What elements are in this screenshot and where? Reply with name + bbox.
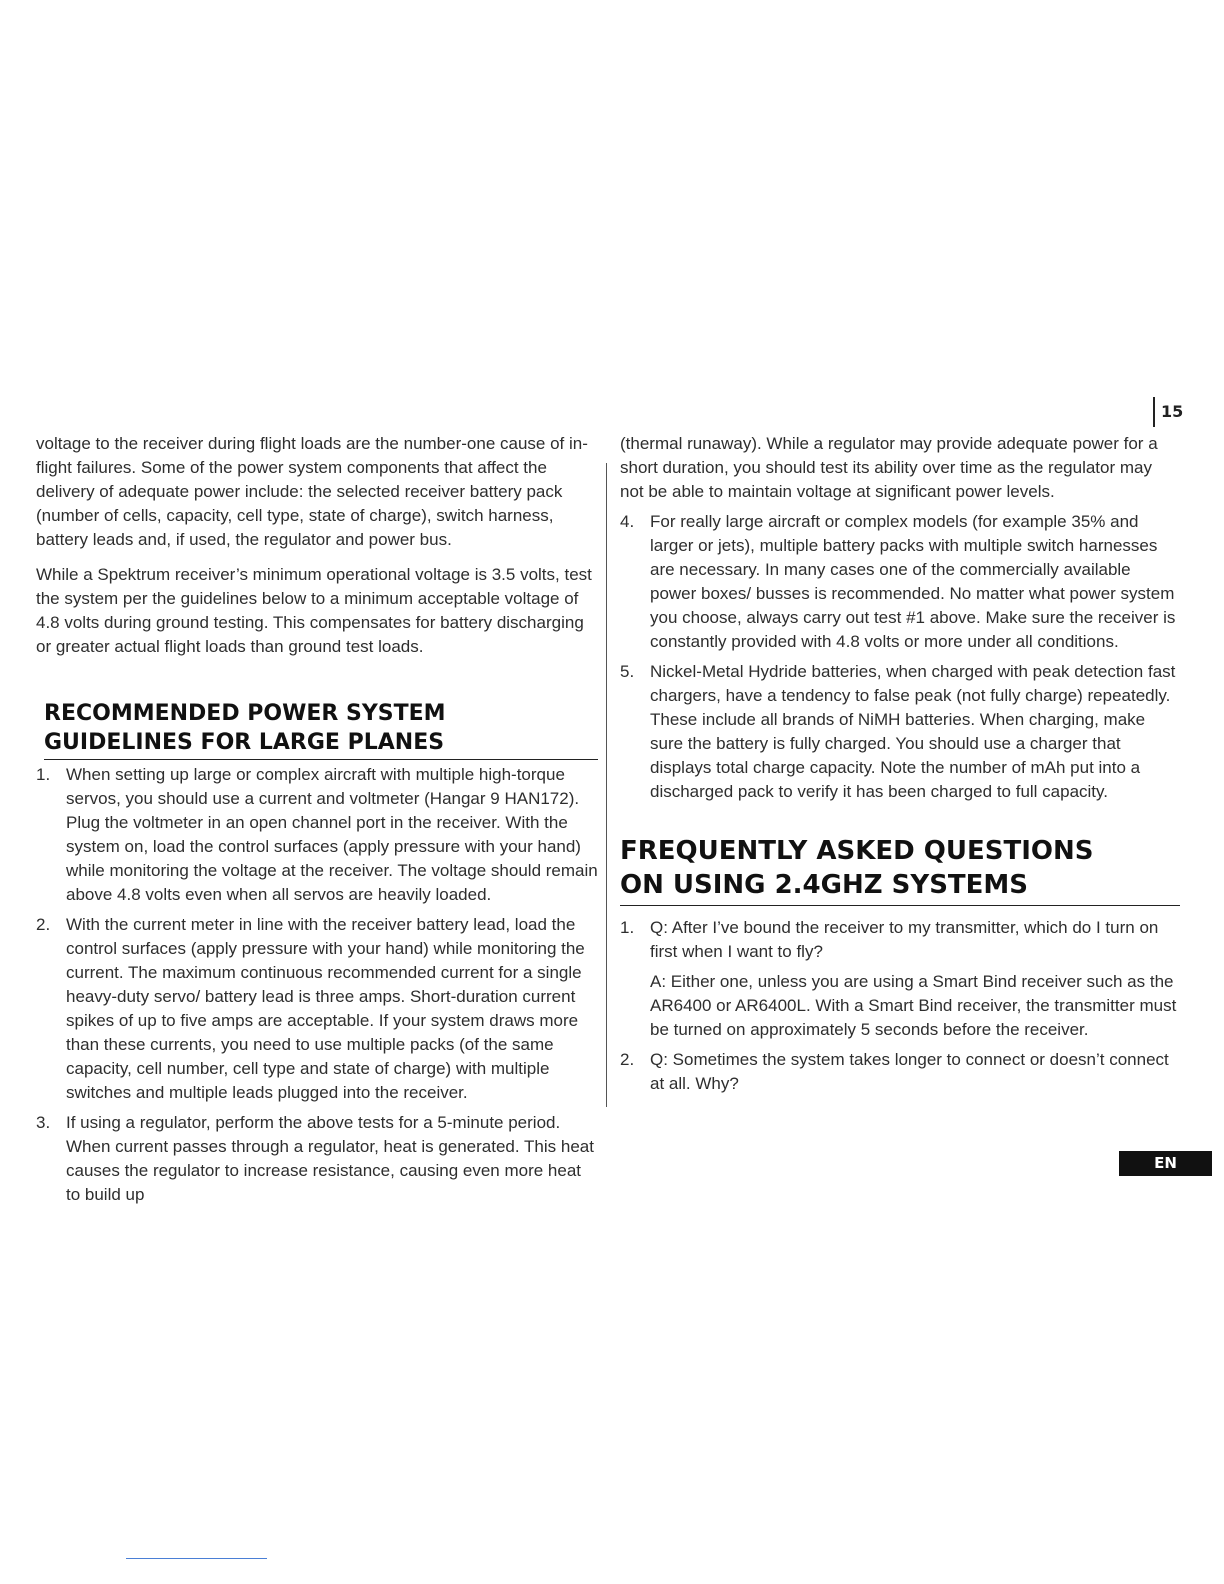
list-number: 2. bbox=[620, 1050, 635, 1069]
page-number: 15 bbox=[1153, 397, 1211, 427]
voltage-paragraph: While a Spektrum receiver’s minimum operational voltage is 3.5 volts, test the system per the guidelines below to a minimum acceptable voltage of 4.8 volts during ground testing. This compensates for battery discharging or greater actual flight loads than ground test loads. bbox=[36, 565, 592, 656]
list-number: 1. bbox=[620, 918, 635, 937]
faq-item bbox=[620, 916, 1180, 1042]
faq-answer: A: Either one, unless you are using a Smart Bind receiver such as the AR6400 or AR6400L. With a Smart Bind receiver, the transmitter must be turned on approximately 5 seconds before the receiver. bbox=[650, 972, 1177, 1039]
continuation-paragraph: (thermal runaway). While a regulator may provide adequate power for a short duration, you should test its ability over time as the regulator may not be able to maintain voltage at significant power levels. bbox=[620, 434, 1158, 501]
section-heading-power-system bbox=[44, 699, 598, 760]
faq-list bbox=[620, 916, 1180, 1096]
right-column bbox=[620, 432, 1180, 1096]
column-divider bbox=[606, 463, 607, 1107]
list-item bbox=[36, 913, 598, 1105]
heading-line: ON USING 2.4GHZ SYSTEMS bbox=[620, 870, 1029, 900]
list-item-text: Nickel-Metal Hydride batteries, when charged with peak detection fast chargers, have a tendency to false peak (not fully charge) repeatedly. These include all brands of NiMH batteries. When charging, make sure the battery is fully charged. You should use a charger that displays total charge capacity. Note the number of mAh put into a discharged pack to verify it has been charged to full capacity. bbox=[650, 662, 1176, 801]
guidelines-list-continued bbox=[620, 510, 1180, 804]
heading-line: FREQUENTLY ASKED QUESTIONS bbox=[620, 836, 1094, 866]
list-number: 5. bbox=[620, 662, 635, 681]
list-item bbox=[36, 763, 598, 907]
list-item-text: With the current meter in line with the receiver battery lead, load the control surfaces (apply pressure with your hand) while monitoring the current. The maximum continuous recommended current for a single heavy-duty servo/ battery lead is three amps. Short-duration current spikes of up to five amps are acceptable. If your system draws more than these currents, you need to use multiple packs (of the same capacity, cell number, cell type and state of charge) with multiple switches and multiple leads plugged into the receiver. bbox=[66, 915, 585, 1102]
list-number: 1. bbox=[36, 765, 51, 784]
faq-question: Q: After I’ve bound the receiver to my transmitter, which do I turn on first when I want to fly? bbox=[650, 918, 1159, 961]
left-column bbox=[36, 432, 598, 1207]
section-heading-faq bbox=[620, 834, 1180, 906]
heading-line: GUIDELINES FOR LARGE PLANES bbox=[44, 730, 445, 755]
footer-rule bbox=[126, 1558, 267, 1559]
guidelines-list bbox=[36, 763, 598, 1207]
heading-line: RECOMMENDED POWER SYSTEM bbox=[44, 701, 446, 726]
list-number: 4. bbox=[620, 512, 635, 531]
language-badge: EN bbox=[1119, 1151, 1212, 1176]
faq-item bbox=[620, 1048, 1180, 1096]
list-item bbox=[620, 510, 1180, 654]
list-item bbox=[36, 1111, 598, 1207]
faq-question: Q: Sometimes the system takes longer to connect or doesn’t connect at all. Why? bbox=[650, 1050, 1169, 1093]
list-item-text: When setting up large or complex aircraft with multiple high-torque servos, you should use a current and voltmeter (Hangar 9 HAN172). Plug the voltmeter in an open channel port in the receiver. With the system on, load the control surfaces (apply pressure with your hand) while monitoring the voltage at the receiver. The voltage should remain above 4.8 volts even when all servos are heavily loaded. bbox=[66, 765, 598, 904]
list-item-text: For really large aircraft or complex models (for example 35% and larger or jets), multiple battery packs with multiple switch harnesses are necessary. In many cases one of the commercially available power boxes/ busses is recommended. No matter what power system you choose, always carry out test #1 above. Make sure the receiver is constantly provided with 4.8 volts or more under all conditions. bbox=[650, 512, 1176, 651]
intro-paragraph: voltage to the receiver during flight loads are the number-one cause of in-flight failures. Some of the power system components that affect the delivery of adequate power include: the selected receiver battery pack (number of cells, capacity, cell type, state of charge), switch harness, battery leads and, if used, the regulator and power bus. bbox=[36, 434, 588, 549]
list-item bbox=[620, 660, 1180, 804]
list-number: 2. bbox=[36, 915, 51, 934]
list-number: 3. bbox=[36, 1113, 51, 1132]
list-item-text: If using a regulator, perform the above tests for a 5-minute period. When current passes through a regulator, heat is generated. This heat causes the regulator to increase resistance, causing even more heat to build up bbox=[66, 1113, 594, 1204]
